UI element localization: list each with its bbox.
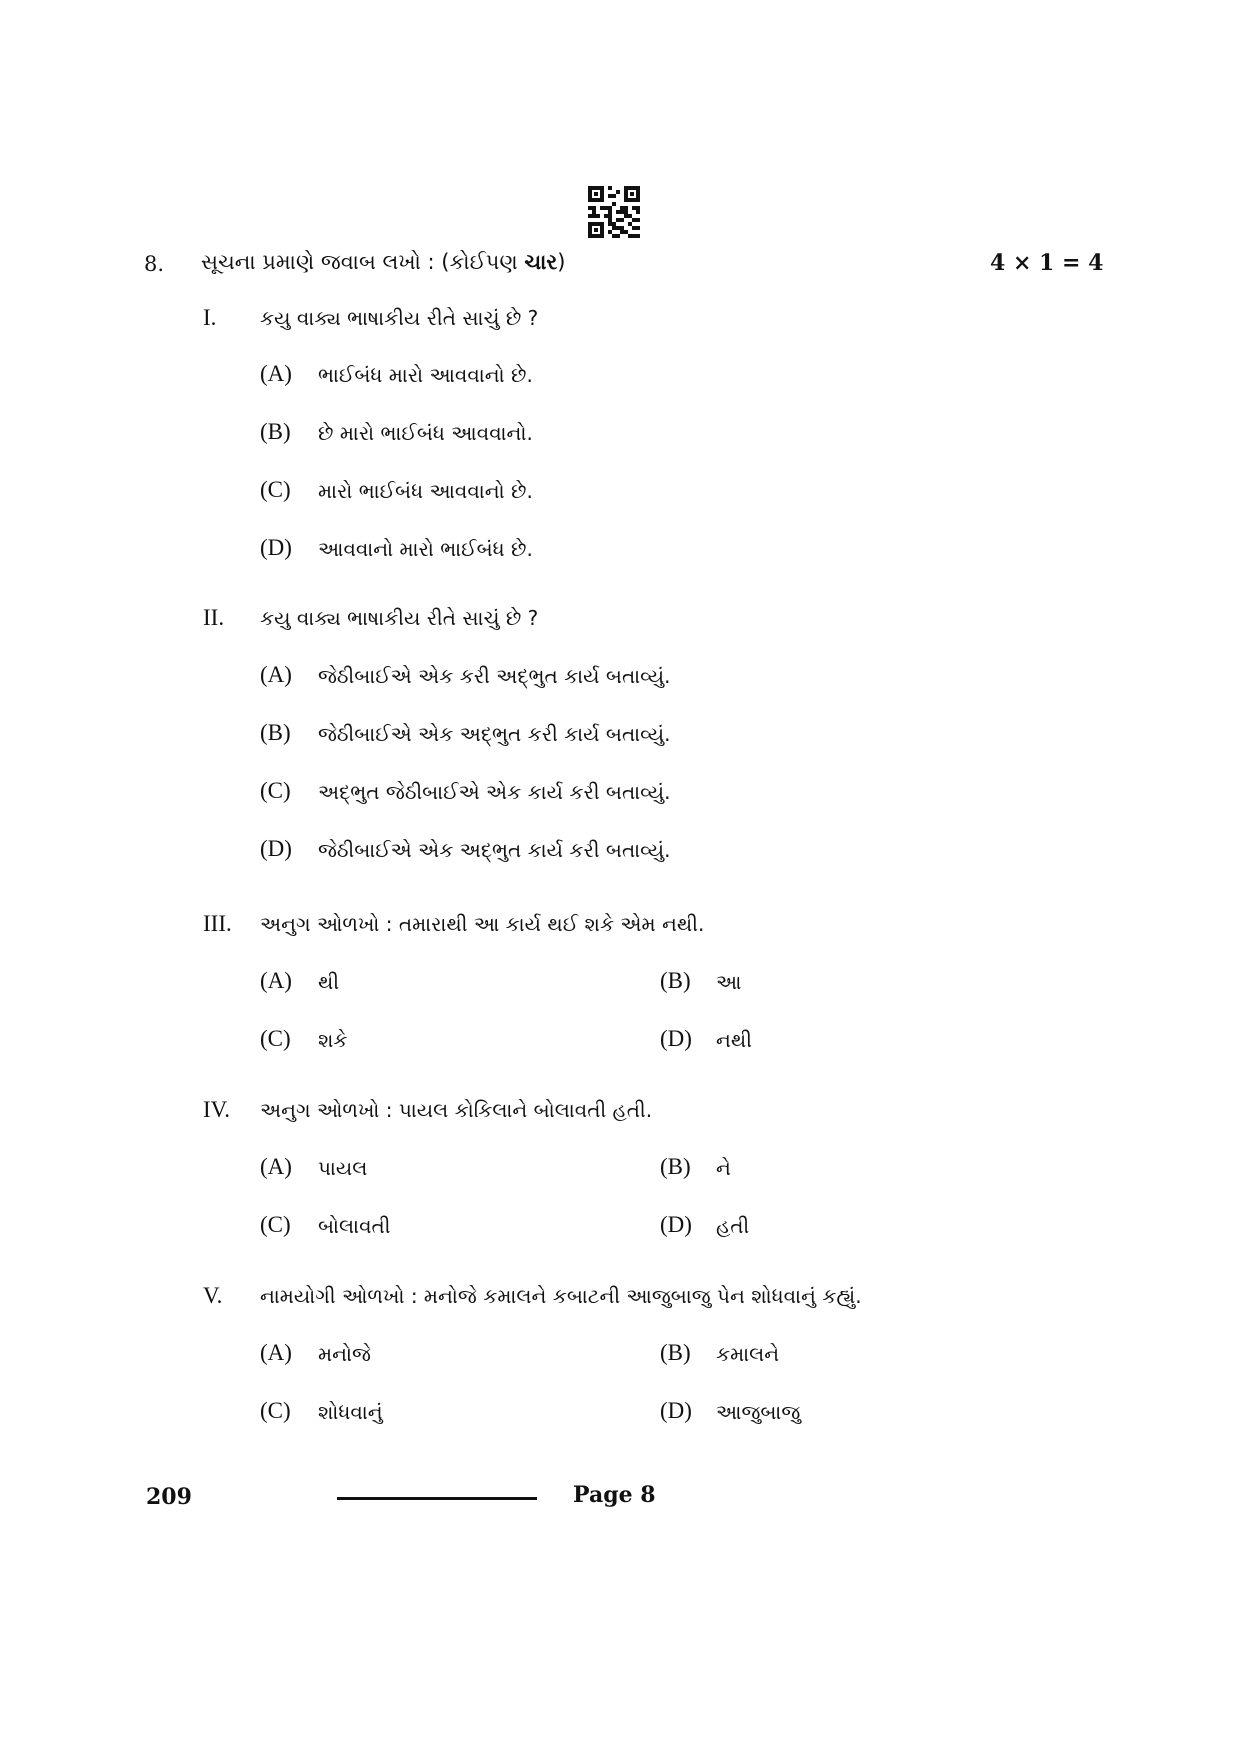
instruction-bold: ચાર xyxy=(524,250,558,274)
footer-divider xyxy=(337,1497,537,1500)
option-letter: (B) xyxy=(660,1340,691,1365)
option-text: જેઠીબાઈએ એક કરી અદ્ભુત કાર્ય બતાવ્યું. xyxy=(318,664,671,688)
marks-allocation: 4 × 1 = 4 xyxy=(990,250,1104,276)
option-letter: (B) xyxy=(660,968,691,993)
subquestion-text: કયુ વાક્ય ભાષાકીય રીતે સાચું છે ? xyxy=(260,606,539,630)
option-text: શોધવાનું xyxy=(318,1400,383,1424)
option-text: જેઠીબાઈએ એક અદ્ભુત કરી કાર્ય બતાવ્યું. xyxy=(318,722,671,746)
option-letter: (D) xyxy=(660,1398,692,1423)
subquestion-text: અનુગ ઓળખો : તમારાથી આ કાર્ય થઈ શકે એમ નથી. xyxy=(260,912,705,936)
question-number: 8. xyxy=(144,252,165,276)
option-letter: (C) xyxy=(260,778,291,803)
option-text: ને xyxy=(716,1156,731,1180)
instruction-end: ) xyxy=(557,250,566,274)
option-text: આવવાનો મારો ભાઈબંધ છે. xyxy=(318,537,533,561)
option-text: કમાલને xyxy=(716,1342,780,1366)
subquestion-number: I. xyxy=(203,305,217,330)
option-letter: (D) xyxy=(260,836,292,861)
subquestion-text: કયુ વાક્ય ભાષાકીય રીતે સાચું છે ? xyxy=(260,306,539,330)
question-instruction xyxy=(201,250,565,275)
option-letter: (B) xyxy=(660,1154,691,1179)
option-letter: (A) xyxy=(260,1340,292,1365)
option-letter: (D) xyxy=(260,535,292,560)
subquestion-number: V. xyxy=(203,1283,223,1308)
option-letter: (C) xyxy=(260,1026,291,1051)
option-text: બોલાવતી xyxy=(318,1214,391,1238)
qr-code xyxy=(588,186,640,238)
option-letter: (D) xyxy=(660,1212,692,1237)
option-text: અદ્ભુત જેઠીબાઈએ એક કાર્ય કરી બતાવ્યું. xyxy=(318,780,671,804)
subquestion-text: અનુગ ઓળખો : પાયલ કોકિલાને બોલાવતી હતી. xyxy=(260,1098,653,1122)
option-text: આ xyxy=(716,970,742,994)
option-text: હતી xyxy=(716,1214,750,1238)
option-letter: (A) xyxy=(260,361,292,386)
option-text: નથી xyxy=(716,1028,752,1052)
option-letter: (C) xyxy=(260,1398,291,1423)
option-text: છે મારો ભાઈબંધ આવવાનો. xyxy=(318,421,533,445)
option-letter: (C) xyxy=(260,1212,291,1237)
paper-code: 209 xyxy=(146,1484,192,1510)
subquestion-number: II. xyxy=(203,605,225,630)
option-text: મારો ભાઈબંધ આવવાનો છે. xyxy=(318,479,533,503)
option-text: મનોજે xyxy=(318,1342,371,1366)
subquestion-text: નામયોગી ઓળખો : મનોજે કમાલને કબાટની આજુબાજુ પેન શોધવાનું કહ્યું. xyxy=(260,1284,862,1308)
instruction-text: સૂચના પ્રમાણે જવાબ લખો : (કોઈપણ xyxy=(201,250,525,274)
option-text: થી xyxy=(318,970,340,994)
option-letter: (A) xyxy=(260,1154,292,1179)
option-text: આજુબાજુ xyxy=(716,1400,801,1424)
page-number: Page 8 xyxy=(573,1482,656,1508)
option-text: જેઠીબાઈએ એક અદ્ભુત કાર્ય કરી બતાવ્યું. xyxy=(318,838,671,862)
option-text: શકે xyxy=(318,1028,348,1052)
option-text: પાયલ xyxy=(318,1156,368,1180)
option-letter: (B) xyxy=(260,419,291,444)
subquestion-number: IV. xyxy=(203,1097,231,1122)
option-letter: (D) xyxy=(660,1026,692,1051)
option-letter: (A) xyxy=(260,662,292,687)
option-letter: (A) xyxy=(260,968,292,993)
option-letter: (B) xyxy=(260,720,291,745)
option-letter: (C) xyxy=(260,477,291,502)
subquestion-number: III. xyxy=(203,911,232,936)
option-text: ભાઈબંધ મારો આવવાનો છે. xyxy=(318,363,533,387)
